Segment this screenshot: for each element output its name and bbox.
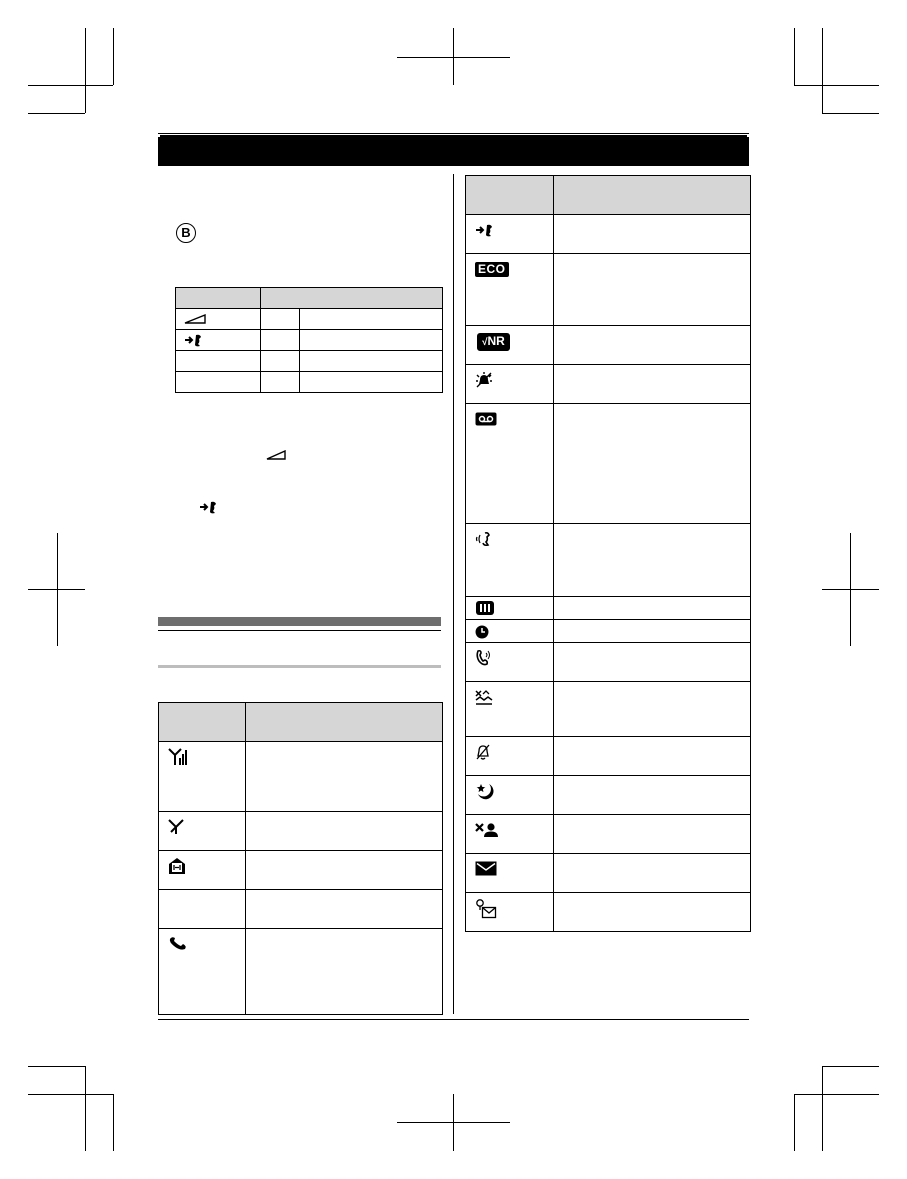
table-row: [466, 365, 751, 404]
base-unit-icon: [168, 857, 186, 875]
table-cell: [554, 893, 751, 932]
clock-icon: [475, 625, 489, 639]
table-cell: [554, 815, 751, 854]
table-row: [176, 330, 443, 351]
icon-table-header: [159, 703, 443, 742]
intercom-icon: [475, 223, 495, 237]
table-row: [466, 643, 751, 682]
table-cell: [261, 351, 300, 372]
table-cell: [554, 254, 751, 326]
silent-mode-icon: [475, 743, 491, 761]
table-cell: [261, 372, 300, 393]
night-mode-icon: [475, 782, 495, 800]
registration-mark: [397, 57, 510, 58]
ringing-phone-icon: [475, 649, 493, 667]
table-row: [466, 893, 751, 932]
icon-table-header-cell: [246, 703, 443, 742]
section-rule: [158, 665, 441, 668]
table-cell: [246, 890, 443, 929]
section-rule: [158, 630, 441, 631]
table-cell: [554, 854, 751, 893]
table-row: [159, 742, 443, 812]
section-heading-bar: [158, 617, 441, 626]
header-rule: [158, 133, 749, 134]
right-icon-table: [465, 175, 751, 932]
table-row: [466, 776, 751, 815]
left-icon-table: [158, 702, 443, 1015]
table-row: [466, 620, 751, 643]
table-cell: [176, 372, 261, 393]
table-cell: [554, 597, 751, 620]
table-row: [159, 929, 443, 1015]
status-table-header: [176, 288, 443, 309]
registration-mark: [397, 1122, 510, 1123]
table-row: [176, 309, 443, 330]
handset-off-hook-icon: [168, 936, 188, 952]
crop-mark: [794, 85, 879, 86]
table-cell: [261, 309, 300, 330]
table-cell: [554, 682, 751, 737]
intercom-icon: [184, 333, 204, 347]
table-row: [176, 372, 443, 393]
voice-message-icon: [475, 899, 497, 919]
table-row: [466, 737, 751, 776]
status-table-header-cell: [176, 288, 261, 309]
table-row: [466, 215, 751, 254]
status-table: [175, 287, 443, 393]
battery-icon: [475, 600, 495, 616]
eco-mode-icon: ECO: [475, 262, 509, 277]
table-cell: [246, 929, 443, 1015]
table-row: [159, 890, 443, 929]
table-row: [466, 597, 751, 620]
table-cell: [300, 372, 443, 393]
table-cell: [246, 851, 443, 890]
noise-reduction-icon: √NR: [477, 333, 510, 351]
table-cell: [554, 524, 751, 597]
icon-table-header: [466, 176, 751, 215]
crop-mark: [85, 28, 86, 113]
table-cell: [554, 643, 751, 682]
table-row: [176, 351, 443, 372]
answering-system-icon: [475, 412, 497, 426]
intercom-icon: [199, 500, 219, 514]
signal-strength-icon: [266, 450, 286, 460]
table-cell: [300, 330, 443, 351]
crop-mark: [28, 113, 85, 114]
signal-strength-icon: [184, 314, 206, 324]
crop-mark: [28, 1094, 113, 1095]
icon-table-header-cell: [466, 176, 554, 215]
crop-mark: [822, 28, 823, 113]
table-row: [466, 815, 751, 854]
crop-mark: [28, 85, 113, 86]
call-block-icon: [475, 822, 499, 838]
table-cell: [554, 365, 751, 404]
crop-mark: [822, 1066, 823, 1151]
circled-letter-b: B: [176, 223, 196, 243]
table-row: [466, 682, 751, 737]
table-row: [466, 326, 751, 365]
table-cell: [246, 742, 443, 812]
crop-mark: [85, 1066, 86, 1151]
table-cell: [554, 737, 751, 776]
icon-table-header-cell: [159, 703, 246, 742]
table-row: [159, 851, 443, 890]
table-cell: [554, 215, 751, 254]
table-cell: [261, 330, 300, 351]
table-cell: [554, 326, 751, 365]
column-divider: [453, 174, 454, 1014]
table-cell: [300, 351, 443, 372]
table-cell: [554, 620, 751, 643]
blocked-calls-icon: [475, 689, 493, 705]
call-share-icon: [475, 531, 493, 547]
table-row: [466, 254, 751, 326]
crop-mark: [794, 28, 795, 85]
crop-mark: [28, 1066, 85, 1067]
table-row: [159, 812, 443, 851]
crop-mark: [113, 1094, 114, 1151]
footer-rule: [158, 1019, 749, 1020]
table-row: [466, 854, 751, 893]
signal-bars-icon: [168, 748, 188, 766]
table-cell: [176, 351, 261, 372]
icon-table-header-cell: [554, 176, 751, 215]
table-cell: [246, 812, 443, 851]
message-icon: [475, 861, 497, 876]
table-cell: [300, 309, 443, 330]
table-cell: [554, 776, 751, 815]
no-signal-icon: [168, 819, 184, 835]
crop-mark: [794, 1094, 879, 1095]
table-row: [466, 404, 751, 524]
crop-mark: [822, 1066, 879, 1067]
registration-mark: [822, 589, 879, 590]
ringer-off-icon: [475, 371, 493, 389]
registration-mark: [28, 589, 85, 590]
table-cell: [554, 404, 751, 524]
crop-mark: [113, 28, 114, 85]
table-cell: [159, 890, 246, 929]
crop-mark: [794, 1094, 795, 1151]
crop-mark: [822, 113, 879, 114]
status-table-header-cell: [261, 288, 443, 309]
table-row: [466, 524, 751, 597]
page-header-bar: [158, 137, 749, 166]
